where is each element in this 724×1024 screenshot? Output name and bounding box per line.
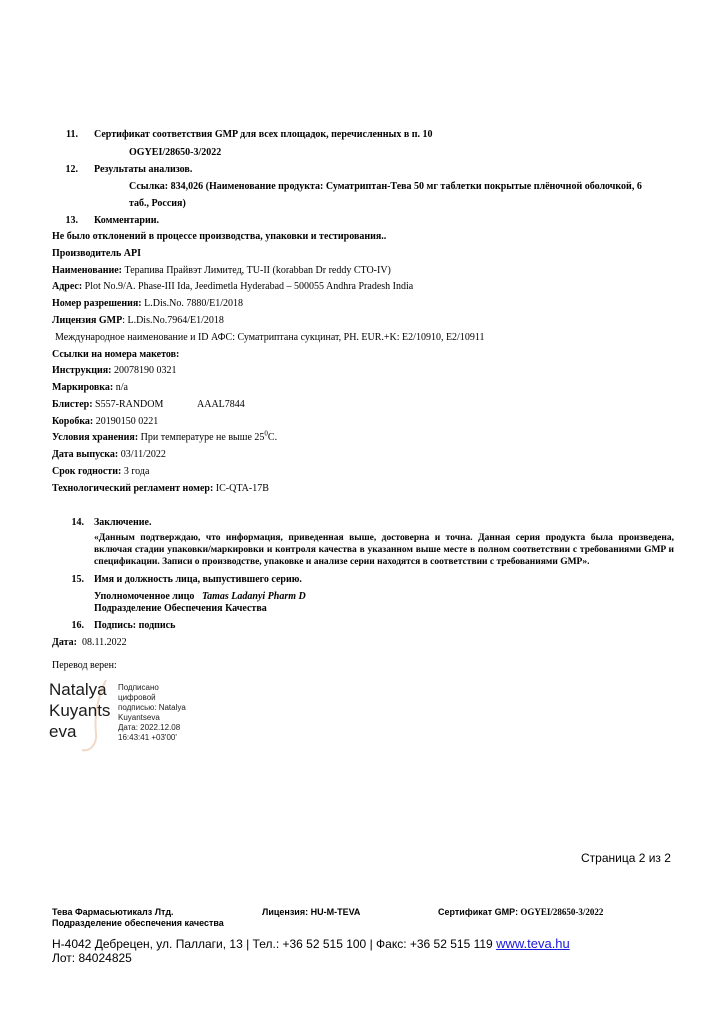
- item-13-number: 13.: [65, 215, 78, 226]
- api-permit-label: Номер разрешения:: [52, 298, 142, 309]
- item-12-label: Результаты анализов.: [94, 164, 193, 175]
- conclusion-text: «Данным подтверждаю, что информация, приведенная выше, достоверна и точна. Данная серия продукта была произведена, включая стадии упаковки/маркировки и контроля качества в указанном выше месте в полном соответствии с требованиями GMP и спецификации. Записи о производстве, упаковке и анализе серии находятся в соответствии с требованиями GMP».: [94, 533, 674, 567]
- blister-code: AAAL7844: [197, 399, 245, 410]
- item-11-number: 11.: [66, 129, 78, 140]
- signer-name-line3: eva: [49, 722, 77, 741]
- date-row: [52, 637, 127, 649]
- box-value: 20190150 0221: [93, 416, 159, 427]
- footer-gmp-row: [438, 906, 603, 918]
- box-label: Коробка:: [52, 416, 94, 427]
- sig-detail-6: 16:43:41 +03'00': [118, 733, 177, 742]
- sig-detail-3: подписью: Natalya: [118, 703, 186, 712]
- footer-website-link[interactable]: www.teva.hu: [496, 936, 570, 951]
- footer-lot: Лот: 84024825: [52, 951, 132, 965]
- instruction-row: [52, 365, 176, 377]
- item-14-label: Заключение.: [94, 517, 152, 528]
- storage-row: [52, 429, 278, 444]
- item-15-number: 15.: [71, 574, 84, 585]
- signature-label: Подпись: подпись: [94, 620, 176, 631]
- sig-detail-2: цифровой: [118, 693, 156, 702]
- api-permit-row: [52, 298, 243, 310]
- item-16-number: 16.: [71, 620, 84, 631]
- storage-label: Условия хранения:: [52, 432, 139, 443]
- shelf-life-label: Срок годности:: [52, 466, 122, 477]
- tech-regulation-row: [52, 483, 269, 495]
- footer-address: H-4042 Дебрецен, ул. Паллаги, 13 | Тел.: +36 52 515 100 | Факс: +36 52 515 119: [52, 937, 497, 951]
- release-value: 03/11/2022: [118, 449, 166, 460]
- blister-label: Блистер:: [52, 399, 93, 410]
- item-12-number: 12.: [65, 164, 78, 175]
- blister-value: S557-RANDOM: [92, 399, 164, 410]
- api-heading: Производитель API: [52, 248, 141, 259]
- api-address-label: Адрес:: [52, 281, 83, 292]
- shelf-life-row: [52, 466, 149, 478]
- api-gmp-label: Лицензия GMP: [52, 315, 123, 326]
- marking-row: [52, 382, 128, 394]
- release-row: [52, 449, 166, 461]
- api-address-value: Plot No.9/A. Phase-III Ida, Jeedimetla Hyderabad – 500055 Andhra Pradesh India: [82, 281, 414, 292]
- analysis-reference-line2: таб., Россия): [129, 198, 186, 209]
- api-inn: Международное наименование и ID АФС: Суматриптана сукцинат, PH. EUR.+K: E2/10910, E2/10911: [55, 332, 485, 343]
- storage-degree: 0: [264, 429, 268, 438]
- refs-heading: Ссылки на номера макетов:: [52, 349, 180, 360]
- marking-label: Маркировка:: [52, 382, 114, 393]
- signer-name-line1: Natalya: [49, 680, 107, 699]
- item-11-label: Сертификат соответствия GMP для всех площадок, перечисленных в п. 10: [94, 129, 433, 140]
- blister-row: [52, 399, 163, 411]
- item-15-label: Имя и должность лица, выпустившего серию.: [94, 574, 302, 585]
- authorized-person-label: Уполномоченное лицо: [94, 591, 195, 602]
- footer-department: Подразделение обеспечения качества: [52, 918, 224, 928]
- instruction-label: Инструкция:: [52, 365, 112, 376]
- api-gmp-row: [52, 315, 224, 327]
- comment-text: Не было отклонений в процессе производства, упаковки и тестирования..: [52, 231, 387, 242]
- analysis-reference-line1: Ссылка: 834,026 (Наименование продукта: Суматриптан-Тева 50 мг таблетки покрытые плёночной оболочкой, 6: [129, 181, 642, 192]
- sig-detail-1: Подписано: [118, 683, 159, 692]
- api-name-row: [52, 265, 391, 277]
- tech-regulation-label: Технологический регламент номер:: [52, 483, 214, 494]
- qa-department: Подразделение Обеспечения Качества: [94, 603, 267, 614]
- release-label: Дата выпуска:: [52, 449, 119, 460]
- storage-value: При температуре не выше 25: [138, 432, 265, 443]
- tech-regulation-value: IC-QTA-17B: [213, 483, 269, 494]
- storage-unit: C.: [267, 432, 278, 443]
- shelf-life-value: 3 года: [121, 466, 150, 477]
- signer-name-line2: Kuyants: [49, 701, 111, 720]
- sig-detail-4: Kuyantseva: [118, 713, 160, 722]
- authorized-person-name: Tamas Ladanyi Pharm D: [201, 591, 306, 602]
- item-13-label: Комментарии.: [94, 215, 160, 226]
- date-value: 08.11.2022: [82, 637, 127, 648]
- authorized-person-row: [94, 591, 306, 603]
- item-14-number: 14.: [71, 517, 84, 528]
- gmp-certificate-number: OGYEI/28650-3/2022: [129, 147, 222, 158]
- api-name-label: Наименование:: [52, 265, 122, 276]
- api-address-row: [52, 281, 413, 293]
- api-name-value: Терапива Прайвэт Лимитед, TU-II (korabban Dr reddy CTO-IV): [122, 265, 391, 276]
- footer-license: Лицензия: HU-M-TEVA: [262, 907, 361, 917]
- footer-company: Тева Фармасьютикалз Лтд.: [52, 907, 174, 917]
- footer-address-row: [52, 937, 570, 951]
- marking-value: n/a: [113, 382, 128, 393]
- translation-certified: Перевод верен:: [52, 660, 117, 671]
- date-label: Дата:: [52, 637, 77, 648]
- instruction-value: 20078190 0321: [111, 365, 177, 376]
- footer-gmp-label: Сертификат GMP:: [438, 907, 519, 917]
- footer-gmp-value: OGYEI/28650-3/2022: [518, 907, 604, 917]
- api-gmp-value: : L.Dis.No.7964/E1/2018: [122, 315, 224, 326]
- box-row: [52, 416, 158, 428]
- sig-detail-5: Дата: 2022.12.08: [118, 723, 181, 732]
- page-number: Страница 2 из 2: [581, 851, 671, 865]
- api-permit-value: L.Dis.No. 7880/E1/2018: [141, 298, 244, 309]
